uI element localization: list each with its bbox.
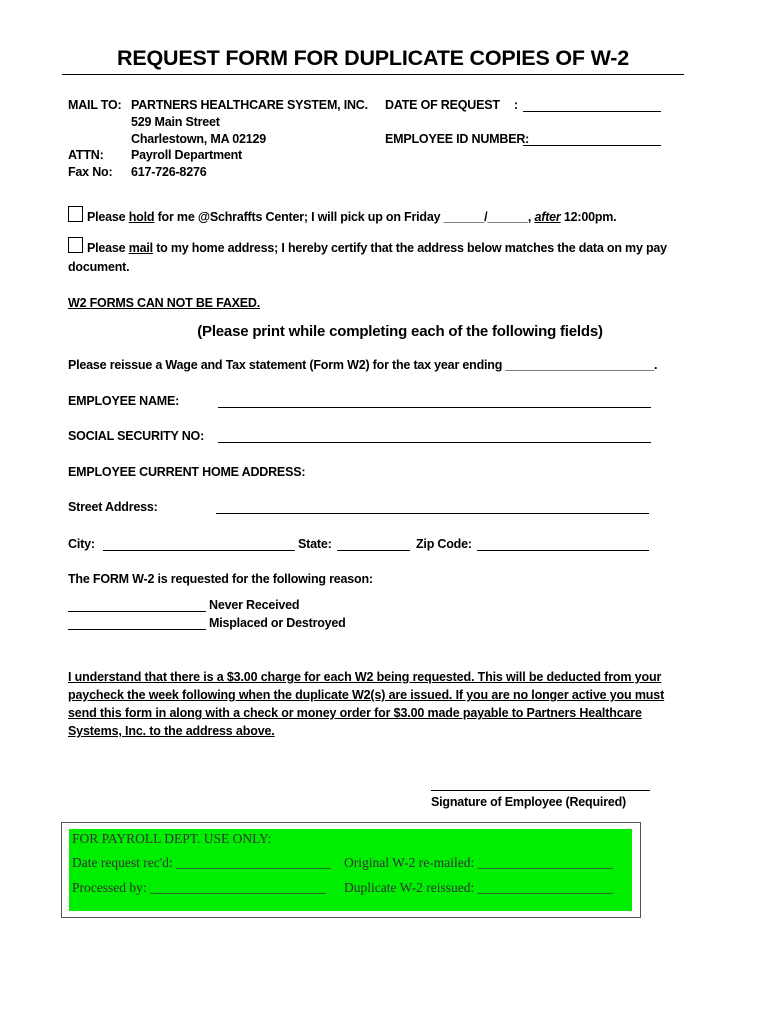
title-divider <box>62 74 684 75</box>
reason-label: The FORM W-2 is requested for the following reason: <box>68 572 373 586</box>
city-label: City: <box>68 537 95 551</box>
zip-label: Zip Code: <box>416 537 472 551</box>
mail-option-continued: document. <box>68 260 130 274</box>
payroll-use-panel <box>69 829 632 911</box>
hold-option: Please hold for me @Schraffts Center; I will pick up on Friday ______/______, after 12:00pm. <box>68 206 616 224</box>
hold-checkbox[interactable] <box>68 206 83 222</box>
city-field[interactable] <box>103 550 295 551</box>
print-instruction: (Please print while completing each of the following fields) <box>197 323 603 340</box>
mail-city: Charlestown, MA 02129 <box>131 132 266 146</box>
ssn-field[interactable] <box>218 442 651 443</box>
street-address-field[interactable] <box>216 513 649 514</box>
mail-checkbox[interactable] <box>68 237 83 253</box>
payroll-use-box <box>61 822 641 918</box>
state-field[interactable] <box>337 550 410 551</box>
signature-field[interactable] <box>431 790 650 791</box>
street-address-label: Street Address: <box>68 500 158 514</box>
employee-name-field[interactable] <box>218 407 651 408</box>
employee-id-label: EMPLOYEE ID NUMBER: <box>385 132 530 146</box>
attn-label: ATTN: <box>68 148 104 162</box>
employee-name-label: EMPLOYEE NAME: <box>68 394 180 408</box>
never-received-field[interactable] <box>68 611 206 612</box>
ssn-label: SOCIAL SECURITY NO: <box>68 429 205 443</box>
state-label: State: <box>298 537 332 551</box>
mail-to-label: MAIL TO: <box>68 98 122 112</box>
processed-by: Processed by: __________________________ <box>72 880 326 895</box>
never-received-label: Never Received <box>209 598 300 612</box>
date-of-request-label: DATE OF REQUEST <box>385 98 500 112</box>
payroll-header: FOR PAYROLL DEPT. USE ONLY: <box>72 831 272 846</box>
fax-value: 617-726-8276 <box>131 165 207 179</box>
no-fax-notice: W2 FORMS CAN NOT BE FAXED. <box>68 296 261 310</box>
page-title: REQUEST FORM FOR DUPLICATE COPIES OF W-2 <box>117 46 629 70</box>
signature-label: Signature of Employee (Required) <box>431 795 627 809</box>
original-remailed: Original W-2 re-mailed: ____________________ <box>344 855 613 870</box>
mail-org: PARTNERS HEALTHCARE SYSTEM, INC. <box>131 98 368 112</box>
misplaced-label: Misplaced or Destroyed <box>209 616 346 630</box>
zip-field[interactable] <box>477 550 649 551</box>
attn-value: Payroll Department <box>131 148 243 162</box>
date-of-request-field[interactable] <box>523 111 661 112</box>
fax-label: Fax No: <box>68 165 113 179</box>
home-address-label: EMPLOYEE CURRENT HOME ADDRESS: <box>68 465 306 479</box>
charge-notice: I understand that there is a $3.00 charge for each W2 being requested. This will be deducted from your paycheck the week following when the duplicate W2(s) are issued. If you are no longer active you must send this form in along with a check or money order for $3.00 made payable to Partners Healthcare Systems, Inc. to the address above. <box>68 670 665 738</box>
date-of-request-colon: : <box>514 98 518 112</box>
employee-id-field[interactable] <box>523 145 661 146</box>
mail-option: Please mail to my home address; I hereby certify that the address below matches the data on my pay <box>68 237 667 255</box>
misplaced-field[interactable] <box>68 629 206 630</box>
date-request-recd: Date request rec'd: _______________________ <box>72 855 332 870</box>
duplicate-reissued: Duplicate W-2 reissued: ____________________ <box>344 880 613 895</box>
mail-street: 529 Main Street <box>131 115 220 129</box>
reissue-statement: Please reissue a Wage and Tax statement (Form W2) for the tax year ending ______________________. <box>68 358 658 372</box>
